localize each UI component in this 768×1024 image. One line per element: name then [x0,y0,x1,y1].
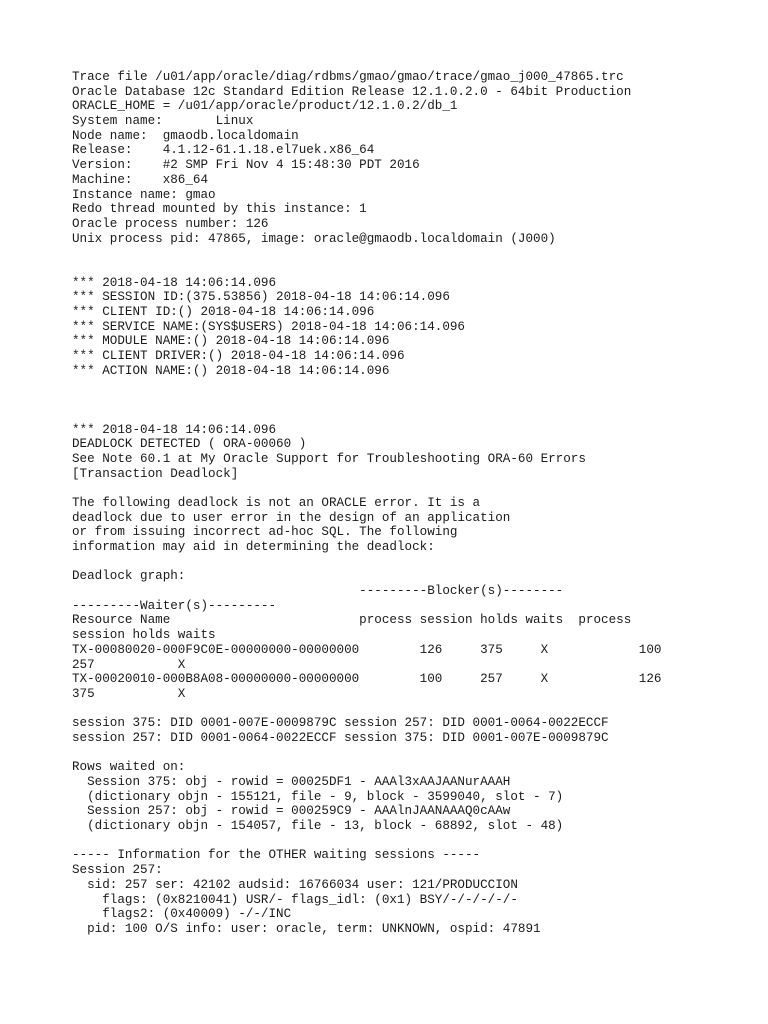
trace-line: Instance name: gmao [72,187,216,202]
trace-line: session 257: DID 0001-0064-0022ECCF session 375: DID 0001-007E-0009879C [72,730,609,745]
trace-line: TX-00080020-000F9C0E-00000000-00000000 126 375 X 100 [72,642,662,657]
trace-line: 257 X [72,657,186,672]
trace-line [72,378,752,393]
trace-line: Session 375: obj - rowid = 00025DF1 - AAAl3xAAJAANurAAAH [72,775,511,789]
trace-line: Session 257: obj - rowid = 000259C9 - AAAlnJAANAAAQ0cAAw [72,804,511,819]
trace-line: pid: 100 O/S info: user: oracle, term: UNKNOWN, ospid: 47891 [72,921,541,936]
trace-line [72,834,752,849]
trace-line: Oracle process number: 126 [72,216,269,231]
trace-line: information may aid in determining the deadlock: [72,540,435,554]
trace-line: 375 X [72,686,186,701]
trace-line: System name: Linux [72,114,254,129]
trace-line: Unix process pid: 47865, image: oracle@gmaodb.localdomain (J000) [72,231,556,246]
trace-line: *** CLIENT ID:() 2018-04-18 14:06:14.096 [72,305,375,319]
trace-line [72,702,752,717]
trace-line [72,555,752,570]
trace-line: Trace file /u01/app/oracle/diag/rdbms/gmao/gmao/trace/gmao_j000_47865.trc [72,70,624,84]
trace-line: [Transaction Deadlock] [72,466,239,481]
trace-line: deadlock due to user error in the design of an application [72,510,511,525]
trace-line: Machine: x86_64 [72,172,209,187]
trace-line [72,393,752,408]
trace-line: Node name: gmaodb.localdomain [72,128,299,143]
trace-line: ---------Blocker(s)-------- [72,584,564,599]
trace-line: ORACLE_HOME = /u01/app/oracle/product/12.1.0.2/db_1 [72,99,458,114]
trace-line: Release: 4.1.12-61.1.18.el7uek.x86_64 [72,143,375,158]
trace-line: flags2: (0x40009) -/-/INC [72,907,292,922]
trace-line: Version: #2 SMP Fri Nov 4 15:48:30 PDT 2016 [72,158,420,173]
trace-line [72,481,752,496]
trace-line [72,261,752,276]
trace-line [72,408,752,423]
trace-line: session 375: DID 0001-007E-0009879C session 257: DID 0001-0064-0022ECCF [72,716,609,731]
trace-line: *** 2018-04-18 14:06:14.096 [72,422,277,437]
trace-document [72,70,752,937]
trace-line: *** 2018-04-18 14:06:14.096 [72,275,277,290]
trace-line: *** CLIENT DRIVER:() 2018-04-18 14:06:14.096 [72,349,405,364]
trace-line [72,746,752,761]
trace-line: ---------Waiter(s)--------- [72,598,277,613]
trace-line: Redo thread mounted by this instance: 1 [72,202,367,217]
trace-line: (dictionary objn - 154057, file - 13, block - 68892, slot - 48) [72,819,564,834]
trace-line: *** MODULE NAME:() 2018-04-18 14:06:14.096 [72,334,390,349]
trace-line: or from issuing incorrect ad-hoc SQL. The following [72,525,458,540]
trace-line: flags: (0x8210041) USR/- flags_idl: (0x1) BSY/-/-/-/-/- [72,892,518,907]
trace-line: DEADLOCK DETECTED ( ORA-00060 ) [72,437,307,452]
trace-line: Oracle Database 12c Standard Edition Release 12.1.0.2.0 - 64bit Production [72,84,632,99]
trace-line: Resource Name process session holds waits process [72,613,632,628]
trace-line [72,246,752,261]
trace-line: (dictionary objn - 155121, file - 9, block - 3599040, slot - 7) [72,789,564,804]
trace-line: *** SERVICE NAME:(SYS$USERS) 2018-04-18 14:06:14.096 [72,319,465,334]
trace-line: *** SESSION ID:(375.53856) 2018-04-18 14:06:14.096 [72,290,450,305]
trace-line: Rows waited on: [72,760,186,775]
trace-line: sid: 257 ser: 42102 audsid: 16766034 user: 121/PRODUCCION [72,877,518,892]
trace-line: TX-00020010-000B8A08-00000000-00000000 100 257 X 126 [72,672,662,687]
trace-line: The following deadlock is not an ORACLE error. It is a [72,495,481,510]
trace-line: Session 257: [72,863,163,878]
trace-line: ----- Information for the OTHER waiting sessions ----- [72,848,481,863]
trace-line: *** ACTION NAME:() 2018-04-18 14:06:14.096 [72,363,390,378]
trace-line: session holds waits [72,628,216,643]
trace-line: Deadlock graph: [72,569,186,584]
trace-line: See Note 60.1 at My Oracle Support for Troubleshooting ORA-60 Errors [72,451,586,466]
